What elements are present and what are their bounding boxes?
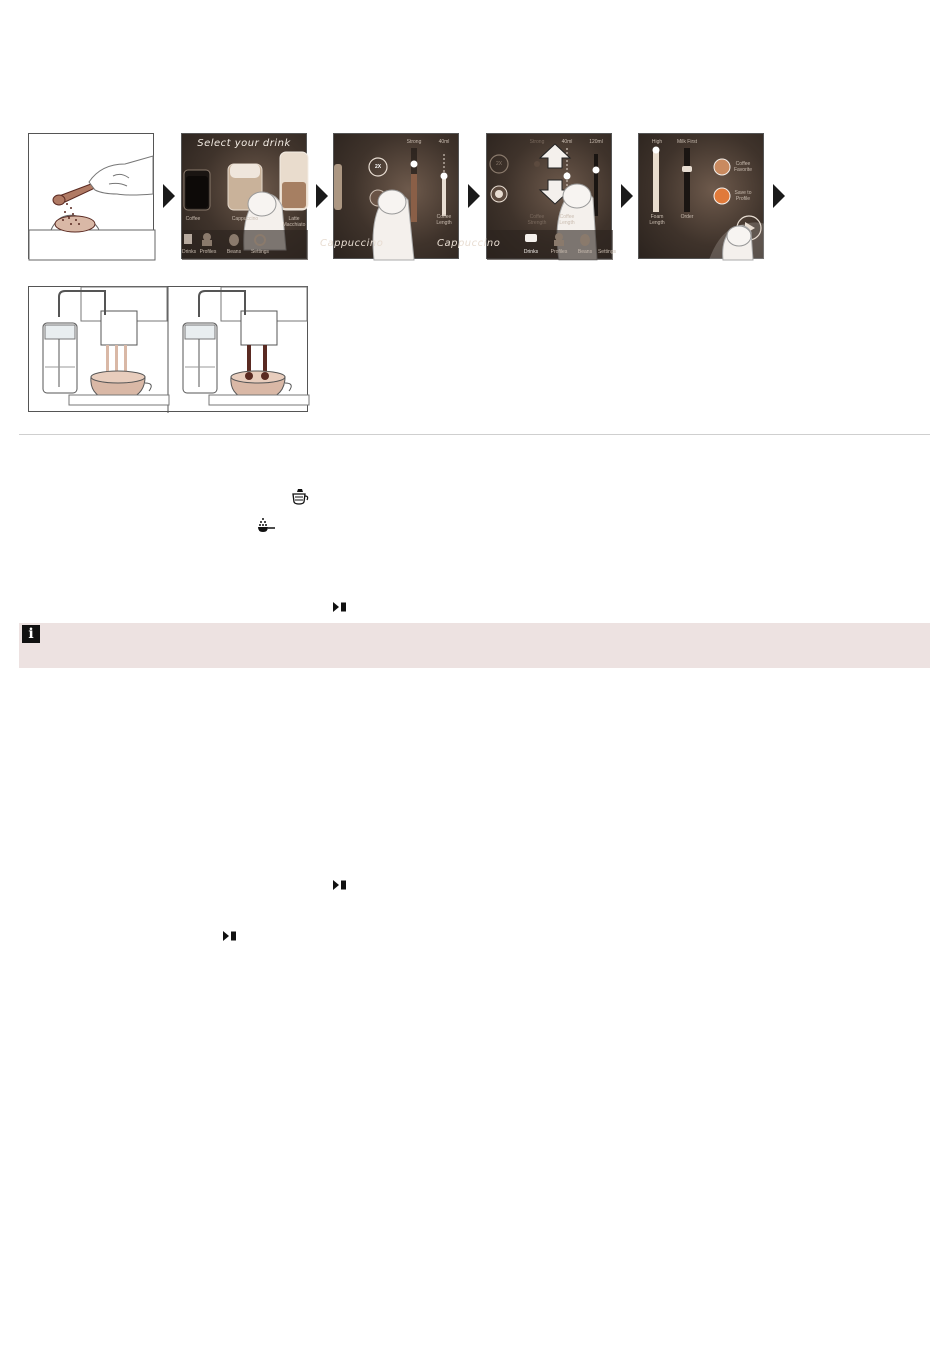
section-divider bbox=[19, 434, 930, 435]
info-icon: i bbox=[22, 625, 40, 643]
step-select-drink-screen bbox=[181, 133, 307, 259]
adjust-strength-label: Strong bbox=[529, 139, 545, 145]
adjust-nav-beans: Beans bbox=[577, 249, 593, 255]
order-label: Order bbox=[680, 214, 694, 220]
next-step-arrow bbox=[468, 184, 480, 208]
coffee-strength-label: Coffee Strength bbox=[527, 214, 547, 226]
ground-coffee-cup-icon bbox=[290, 488, 310, 506]
nav-label-settings: Settings bbox=[250, 249, 270, 255]
next-step-arrow bbox=[621, 184, 633, 208]
next-step-arrow bbox=[316, 184, 328, 208]
adjust-volume-max-label: 120ml bbox=[589, 139, 603, 145]
start-stop-icon bbox=[332, 601, 348, 613]
step-add-ground-coffee-illustration bbox=[28, 133, 154, 259]
adjust-nav-settings: Settings bbox=[597, 249, 617, 255]
volume-label: 40ml bbox=[438, 139, 450, 145]
step-milk-settings-screen bbox=[638, 133, 764, 259]
next-step-arrow bbox=[163, 184, 175, 208]
adjust-coffee-length-label: Coffee Length bbox=[559, 214, 575, 226]
bean-badge-faded: 2X bbox=[495, 161, 503, 167]
foam-length-label: Foam Length bbox=[649, 214, 665, 226]
step-adjust-screen bbox=[437, 133, 617, 259]
info-note-box bbox=[19, 623, 930, 668]
start-stop-icon bbox=[222, 930, 238, 942]
adjust-volume-label: 40ml bbox=[561, 139, 573, 145]
start-stop-icon bbox=[332, 879, 348, 891]
selected-drink-name: Cappuccino bbox=[320, 238, 384, 249]
bean-badge: 2X bbox=[374, 164, 382, 170]
foam-top-label: High bbox=[651, 139, 663, 145]
drink-label-coffee: Coffee bbox=[185, 216, 201, 222]
next-step-arrow bbox=[773, 184, 785, 208]
adjust-selected-drink: Cappuccino bbox=[437, 238, 501, 249]
drink-label-cappuccino: Cappuccino bbox=[231, 216, 259, 222]
order-top-label: Milk First bbox=[677, 139, 697, 145]
option-coffee-favorite: Coffee Favorite bbox=[733, 161, 753, 173]
strength-label: Strong bbox=[406, 139, 422, 145]
select-drink-title: Select your drink bbox=[197, 138, 291, 149]
nav-label-profiles: Profiles bbox=[199, 249, 217, 255]
ground-coffee-scoop-icon bbox=[256, 516, 276, 534]
adjust-nav-profiles: Profiles bbox=[550, 249, 568, 255]
option-save-profile: Save to Profile bbox=[734, 190, 752, 202]
drink-label-latte: Latte Macchiato bbox=[282, 216, 306, 228]
coffee-length-label: Coffee Length bbox=[436, 214, 452, 226]
adjust-nav-drinks: Drinks bbox=[523, 249, 539, 255]
nav-label-drinks: Drinks bbox=[182, 249, 197, 255]
dispensing-illustration bbox=[28, 286, 308, 412]
nav-label-beans: Beans bbox=[226, 249, 242, 255]
